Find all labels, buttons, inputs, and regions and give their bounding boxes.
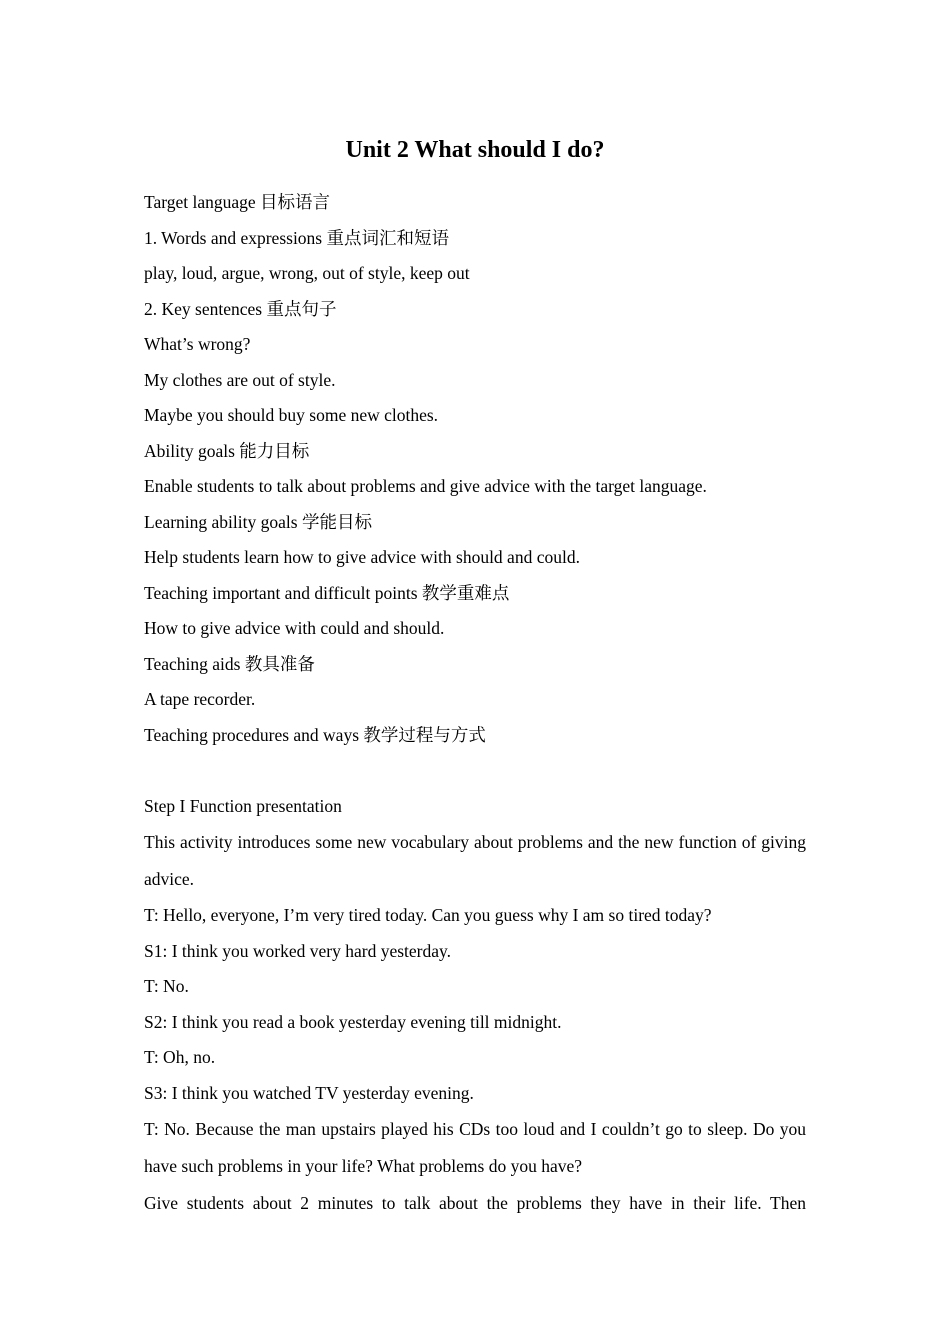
step-intro-paragraph: This activity introduces some new vocabulary about problems and the new function of giving advice.: [144, 832, 806, 889]
blank-line: [144, 753, 806, 789]
key-points-text: How to give advice with could and should.: [144, 618, 445, 638]
section-heading-teaching-aids: Teaching aids 教具准备: [144, 653, 315, 674]
document-title: Unit 2 What should I do?: [345, 137, 605, 163]
dialogue-line: T: No.: [144, 976, 189, 996]
ability-goals-text: Enable students to talk about problems and give advice with the target language.: [144, 476, 707, 496]
section-heading-target-language: Target language 目标语言: [144, 192, 331, 212]
key-sentence: Maybe you should buy some new clothes.: [144, 405, 439, 425]
dialogue-line: S1: I think you worked very hard yesterday.: [144, 940, 451, 961]
instruction-paragraph: Give students about 2 minutes to talk about the problems they have in their life. Then: [144, 1193, 806, 1213]
dialogue-line: T: Hello, everyone, I’m very tired today. Can you guess why I am so tired today?: [144, 905, 712, 925]
section-heading-procedures: Teaching procedures and ways 教学过程与方式: [144, 724, 486, 745]
words-list: play, loud, argue, wrong, out of style, keep out: [144, 263, 470, 283]
subheading-words: 1. Words and expressions 重点词汇和短语: [144, 227, 449, 248]
dialogue-line: S2: I think you read a book yesterday evening till midnight.: [144, 1011, 562, 1032]
teaching-aids-text: A tape recorder.: [144, 689, 256, 709]
key-sentence: My clothes are out of style.: [144, 369, 336, 390]
section-heading-learning-goals: Learning ability goals 学能目标: [144, 511, 372, 532]
dialogue-line: T: Oh, no.: [144, 1047, 216, 1067]
key-sentence: What’s wrong?: [144, 334, 251, 354]
subheading-key-sentences: 2. Key sentences 重点句子: [144, 298, 337, 319]
section-heading-ability-goals: Ability goals 能力目标: [144, 440, 310, 461]
step-heading: Step I Function presentation: [144, 795, 342, 816]
dialogue-paragraph: T: No. Because the man upstairs played his CDs too loud and I couldn’t go to sleep. Do you have such problems in your life? What problems do you have?: [144, 1119, 806, 1176]
learning-goals-text: Help students learn how to give advice with should and could.: [144, 547, 580, 567]
section-heading-key-points: Teaching important and difficult points 教学重难点: [144, 582, 510, 603]
dialogue-line: S3: I think you watched TV yesterday evening.: [144, 1082, 474, 1103]
document-body: [144, 185, 806, 1222]
